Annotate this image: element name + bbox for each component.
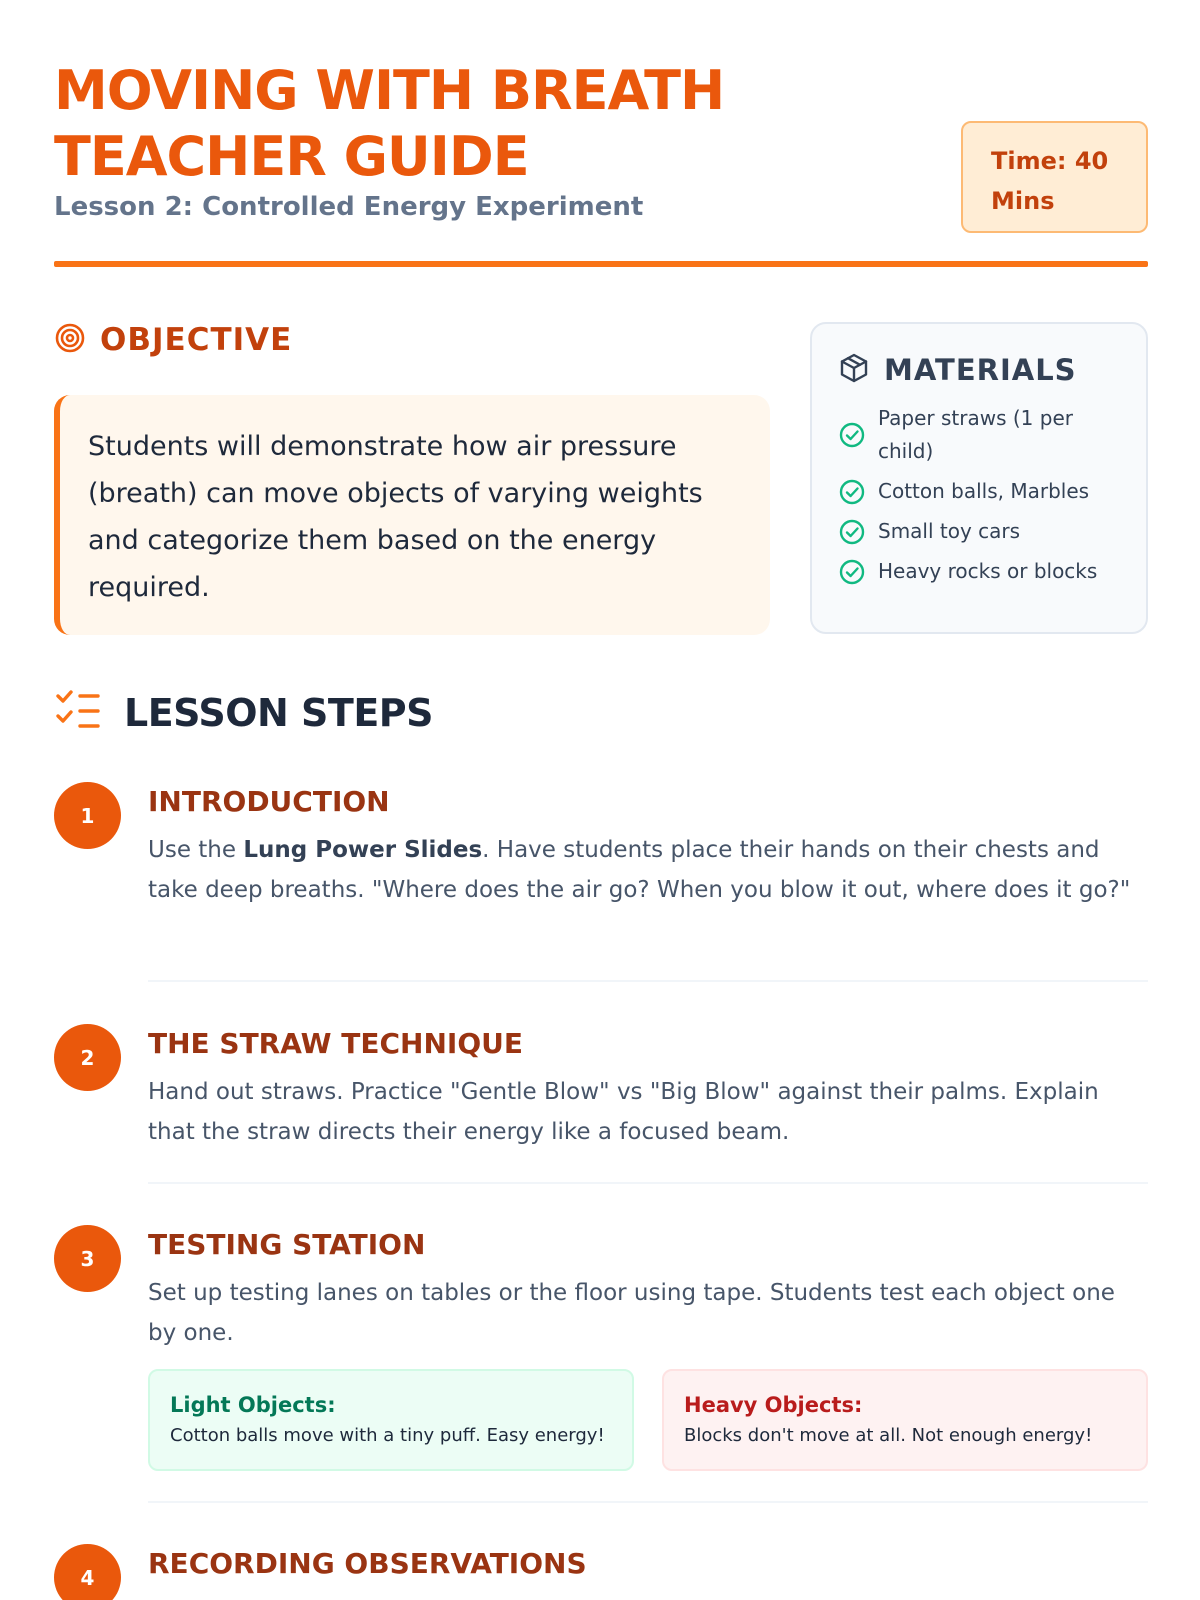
check-circle-icon: [838, 478, 866, 506]
list-item: [838, 555, 1120, 588]
lesson-step-1: [54, 782, 1148, 910]
step-text-part: Use the: [148, 837, 244, 863]
step-text: Hand out straws. Practice "Gentle Blow" vs "Big Blow" against their palms. Explain that the straw directs their energy like a focused beam.: [148, 1079, 1099, 1145]
material-label: Heavy rocks or blocks: [878, 559, 1098, 583]
material-label: Paper straws (1 per child): [878, 406, 1073, 463]
list-item: [838, 515, 1120, 548]
lesson-steps-heading: [54, 690, 433, 736]
step-divider: [148, 1501, 1148, 1503]
list-item: [838, 402, 1120, 468]
material-label: Small toy cars: [878, 519, 1021, 543]
package-icon: [838, 352, 870, 388]
header-divider: [54, 261, 1148, 267]
material-label: Cotton balls, Marbles: [878, 479, 1090, 503]
materials-list: [838, 402, 1120, 588]
step-divider: [148, 1182, 1148, 1184]
heavy-objects-text: Blocks don't move at all. Not enough energy!: [684, 1425, 1093, 1446]
light-objects-text: Cotton balls move with a tiny puff. Easy energy!: [170, 1425, 605, 1446]
step-divider: [148, 980, 1148, 982]
heavy-objects-title: Heavy Objects:: [684, 1393, 863, 1417]
time-badge: [961, 121, 1148, 233]
time-badge-line-1: Time: 40: [991, 147, 1109, 175]
step-title: TESTING STATION: [148, 1228, 426, 1261]
lesson-steps-label: LESSON STEPS: [124, 691, 434, 735]
light-objects-card: [148, 1369, 634, 1471]
object-cards: [148, 1369, 1148, 1471]
step-number-badge: 1: [54, 782, 121, 849]
objective-text: Students will demonstrate how air pressure (breath) can move objects of varying weights and categorize them based on the energy required.: [54, 395, 770, 635]
materials-heading: [838, 352, 1120, 388]
title-line-1: MOVING WITH BREATH: [54, 59, 725, 122]
step-text-bold: Lung Power Slides: [243, 837, 483, 863]
list-item: [838, 475, 1120, 508]
materials-heading-label: MATERIALS: [884, 353, 1077, 387]
lesson-step-3: [54, 1225, 1148, 1471]
heavy-objects-card: [662, 1369, 1148, 1471]
target-icon: [54, 322, 86, 358]
step-number-badge: 3: [54, 1225, 121, 1292]
materials-card: [810, 322, 1148, 634]
lesson-step-2: [54, 1024, 1148, 1152]
title-line-2: TEACHER GUIDE: [54, 125, 529, 188]
step-text: [148, 830, 1148, 910]
step-title: INTRODUCTION: [148, 785, 390, 818]
time-badge-line-2: Mins: [991, 187, 1055, 215]
step-number-badge: 4: [54, 1544, 121, 1600]
step-title: RECORDING OBSERVATIONS: [148, 1547, 587, 1580]
step-number-badge: 2: [54, 1024, 121, 1091]
step-text: Set up testing lanes on tables or the floor using tape. Students test each object one by one.: [148, 1280, 1115, 1346]
list-checks-icon: [54, 690, 102, 736]
objective-heading: [54, 322, 292, 358]
step-text-part: . Have students place their hands on their chests and take deep breaths. "Where does the air go? When you blow it out, where does it go?": [148, 837, 1131, 903]
check-circle-icon: [838, 558, 866, 586]
objective-heading-label: OBJECTIVE: [100, 322, 293, 358]
lesson-step-4: [54, 1544, 1148, 1590]
step-title: THE STRAW TECHNIQUE: [148, 1027, 524, 1060]
page-subtitle: Lesson 2: Controlled Energy Experiment: [54, 192, 644, 222]
check-circle-icon: [838, 421, 866, 449]
light-objects-title: Light Objects:: [170, 1393, 336, 1417]
check-circle-icon: [838, 518, 866, 546]
